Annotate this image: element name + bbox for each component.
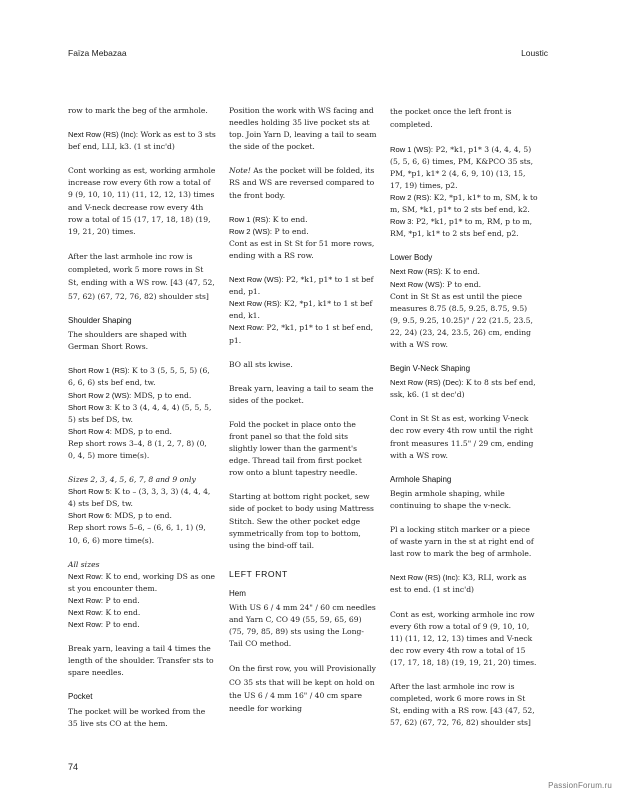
row-label: Short Row 6:	[68, 511, 112, 521]
instruction-row	[390, 144, 538, 192]
paragraph: Position the work with WS facing and needles holding 35 live pocket sts at top. Join Yarn D, leaving a tail to seam the side of the pocket.	[229, 106, 377, 152]
sizes-block	[68, 474, 216, 547]
instruction-row	[68, 129, 216, 153]
row-label: Next Row:	[68, 571, 104, 581]
row-label: Next Row (RS):	[229, 299, 282, 309]
row-label: Next Row:	[68, 620, 104, 630]
row-label: Short Row 2 (WS):	[68, 390, 132, 400]
instruction-row	[68, 607, 216, 619]
row-text: K to end.	[103, 608, 141, 617]
row-text: K2, *p1, k1* to m, SM, k to m, SM, *k1, p1* to 2 sts bef end, k2.	[390, 192, 538, 215]
rows-block	[229, 214, 377, 262]
paragraph: Cont in St St as est, working V-neck dec row every 4th row until the right front measures 11.5" / 29 cm, ending with a WS row.	[390, 414, 534, 460]
shoulder-shaping-heading: Shoulder Shaping	[68, 316, 132, 326]
instruction-row	[390, 192, 538, 216]
row-text: P2, *k1, p1* to 1 st bef end, p1.	[229, 275, 374, 297]
row-text: P2, *k1, p1* to m, RM, p to m, RM, *p1, k1* to 2 sts bef end, p2.	[390, 217, 533, 239]
row-label: Short Row 5:	[68, 487, 112, 497]
instruction-row	[229, 226, 377, 238]
column-1	[68, 105, 216, 742]
paragraph: Rep short rows 5–6, – (6, 6, 1, 1) (9, 10, 6, 6) more time(s).	[68, 523, 206, 545]
instruction-row	[68, 402, 216, 426]
row-text: K to 3 (5, 5, 5, 5) (6, 6, 6, 6) sts bef end, tw.	[68, 366, 210, 388]
paragraph: BO all sts kwise.	[229, 359, 293, 369]
instruction-row	[68, 426, 216, 438]
paragraph: The pocket will be worked from the 35 live sts CO at the hem.	[68, 706, 206, 728]
row-label: Row 2 (WS):	[229, 226, 273, 236]
row-label: Short Row 1 (RS):	[68, 366, 130, 376]
row-text: MDS, p to end.	[131, 390, 192, 400]
v-neck-heading: Begin V-Neck Shaping	[390, 364, 471, 374]
instruction-row	[229, 274, 377, 298]
rows-block	[390, 144, 538, 241]
row-label: Row 1 (RS):	[229, 214, 271, 224]
row-text: K to end.	[442, 267, 480, 277]
row-text: P2, *k1, p1* to 1 st bef end, p1.	[229, 323, 374, 345]
row-text: P to end.	[272, 226, 309, 236]
row-text: K to 8 sts bef end, ssk, k6. (1 st dec'd)	[390, 378, 536, 400]
lower-body-block	[390, 266, 538, 351]
row-text: K to end.	[270, 214, 308, 224]
row-text: P to end.	[103, 595, 140, 605]
paragraph: Cont as est in St St for 51 more rows, ending with a RS row.	[229, 238, 375, 260]
sizes-note: All sizes	[68, 559, 100, 569]
row-text: P to end.	[103, 620, 140, 630]
row-label: Next Row (RS) (Inc):	[68, 130, 139, 140]
paragraph: The shoulders are shaped with German Short Rows.	[68, 330, 187, 352]
paragraph: Starting at bottom right pocket, sew side of pocket to body using Mattress Stitch. Sew the other pocket edge symmetrically from top to bottom, using the bind-off tail.	[229, 492, 374, 550]
row-label: Next Row (RS) (Inc):	[390, 573, 461, 583]
row-text: K2, *p1, k1* to 1 st bef end, k1.	[229, 299, 373, 321]
pocket-heading: Pocket	[68, 692, 93, 702]
row-label: Row 1 (WS):	[390, 144, 434, 154]
instruction-row	[68, 510, 216, 522]
paragraph: Break yarn, leaving a tail to seam the sides of the pocket.	[229, 383, 374, 405]
paragraph: After the last armhole inc row is completed, work 6 more rows in St St, ending with a RS row. [43 (47, 52, 57, 62) (67, 72, 76, 82) shoulder sts]	[390, 681, 535, 728]
row-text: P to end.	[444, 279, 482, 289]
row-text: Work as est to 3 sts bef end, LLI, k3. (1 st inc'd)	[68, 130, 216, 152]
instruction-row	[390, 266, 538, 278]
row-label: Next Row (WS):	[390, 279, 445, 289]
row-label: Next Row (RS):	[390, 267, 443, 277]
paragraph: With US 6 / 4 mm 24" / 60 cm needles and Yarn C, CO 49 (55, 59, 65, 69) (75, 79, 85, 89) sts using the Long-Tail CO method.	[229, 603, 376, 649]
paragraph: On the first row, you will Provisionally CO 35 sts that will be kept on hold on the US 6 / 4 mm 16" / 40 cm spare needle for working	[229, 664, 376, 714]
author-name: Faïza Mebazaa	[68, 48, 127, 58]
paragraph: Pl a locking stitch marker or a piece of waste yarn in the st at right end of last row to mark the beg of armhole.	[390, 525, 534, 559]
instruction-row	[390, 572, 538, 596]
row-label: Next Row (WS):	[229, 275, 284, 285]
row-text: K to 3 (4, 4, 4, 4) (5, 5, 5, 5) sts bef DS, tw.	[68, 402, 212, 424]
column-2	[229, 105, 377, 728]
paragraph: row to mark the beg of the armhole.	[68, 106, 208, 115]
row-text: K3, RLI, work as est to end. (1 st inc'd)	[390, 573, 527, 595]
instruction-row	[68, 365, 216, 389]
row-text: K to end, working DS as one st you encounter them.	[68, 571, 216, 593]
row-label: Next Row (RS) (Dec):	[390, 378, 464, 388]
instruction-row	[68, 486, 216, 510]
instruction-row	[229, 298, 377, 322]
row-text: MDS, p to end.	[111, 426, 172, 436]
row-text: MDS, p to end.	[111, 511, 172, 521]
row-label: Short Row 3:	[68, 402, 112, 412]
lower-body-heading: Lower Body	[390, 253, 433, 263]
paragraph: Begin armhole shaping, while continuing to shape the v-neck.	[390, 488, 512, 510]
left-front-heading: LEFT FRONT	[229, 568, 288, 579]
row-label: Next Row:	[229, 323, 265, 333]
paragraph: Break yarn, leaving a tail 4 times the length of the shoulder. Transfer sts to spare needles.	[68, 644, 214, 678]
paragraph: the pocket once the left front is completed.	[390, 107, 512, 130]
paragraph: Fold the pocket in place onto the front panel so that the fold sits slightly lower than the garment's edge. Thread tail from first pocket row onto a blunt tapestry needle.	[229, 419, 362, 478]
row-label: Row 2 (RS):	[390, 192, 432, 202]
rib-rows-block	[229, 274, 377, 347]
note-text: As the pocket will be folded, its RS and WS are reversed compared to the front body.	[229, 166, 375, 200]
note-label: Note!	[229, 166, 251, 176]
page-number: 74	[68, 762, 79, 772]
paragraph: Cont as est, working armhole inc row every 6th row a total of 9 (9, 10, 10, 11) (11, 12, 12, 13) times and V-neck dec row every 4th row a total of 15 (17, 17, 18, 18) (19, 19, 21, 20) times.	[390, 609, 537, 667]
row-text: P2, *k1, p1* 3 (4, 4, 4, 5) (5, 5, 6, 6) times, PM, K&PCO 35 sts, PM, *p1, k1* 2 (4, 6, 9, 10) (13, 15, 17, 19) times, p2.	[390, 144, 534, 190]
row-label: Short Row 4:	[68, 426, 112, 436]
row-label: Next Row:	[68, 608, 104, 617]
row-label: Row 3:	[390, 217, 414, 227]
paragraph: Cont working as est, working armhole increase row every 6th row a total of 9 (9, 10, 10, 11) (11, 12, 12, 13) times and V-neck decrease row every 4th row a total of 15 (17, 17, 18, 18) (19, 19, 21, 20) times.	[68, 166, 216, 236]
instruction-row	[390, 279, 538, 291]
instruction-row	[68, 595, 216, 607]
armhole-heading: Armhole Shaping	[390, 474, 452, 484]
note	[229, 165, 377, 201]
instruction-row	[390, 377, 538, 401]
paragraph: Rep short rows 3–4, 8 (1, 2, 7, 8) (0, 0, 4, 5) more time(s).	[68, 438, 207, 460]
sizes-note: Sizes 2, 3, 4, 5, 6, 7, 8 and 9 only	[68, 475, 196, 485]
all-sizes-block	[68, 559, 216, 632]
instruction-row	[68, 571, 216, 595]
instruction-row	[68, 390, 216, 402]
paragraph: Cont in St St as est until the piece measures 8.75 (8.5, 9.25, 8.75, 9.5) (9, 9.5, 9.25, 10.25)" / 22 (21.5, 23.5, 22, 24) (23, 24, 23.5, 26) cm, ending with a WS row.	[390, 291, 533, 349]
row-text: K to – (3, 3, 3, 3) (4, 4, 4, 4) sts bef DS, tw.	[68, 487, 211, 509]
pattern-title: Loustic	[521, 48, 548, 58]
watermark: PassionForum.ru	[548, 781, 612, 790]
instruction-row	[390, 216, 538, 240]
hem-heading: Hem	[229, 588, 246, 598]
short-rows-block	[68, 365, 216, 462]
paragraph: After the last armhole inc row is completed, work 5 more rows in St St, ending with a WS row. [43 (47, 52, 57, 62) (67, 72, 76, 82) shoulder sts]	[68, 251, 215, 301]
instruction-row	[229, 322, 377, 346]
instruction-row	[68, 619, 216, 631]
column-3	[390, 105, 538, 741]
instruction-row	[229, 214, 377, 226]
row-label: Next Row:	[68, 595, 104, 605]
